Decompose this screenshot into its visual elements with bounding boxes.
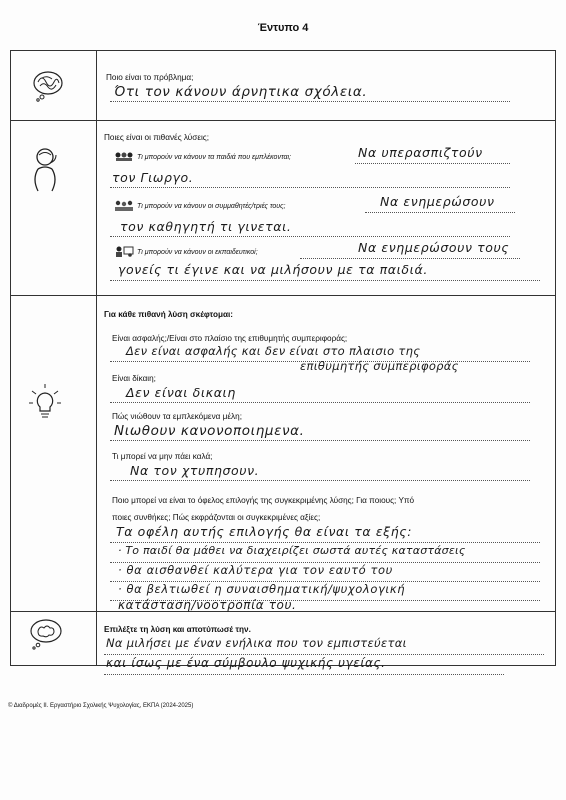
safety-question: Είναι ασφαλής;/Είναι στο πλαίσιο της επιθυμητής συμπεριφοράς;	[112, 334, 348, 343]
thinking-person-icon	[30, 145, 62, 197]
peers-prompt: Τι μπορούν να κάνουν οι συμμαθητές/τριές τους;	[137, 203, 286, 210]
answer-line	[365, 212, 515, 213]
children-answer-2[interactable]: τον Γιωργο.	[112, 170, 194, 185]
wrong-answer[interactable]: Να τον χτυπησουν.	[130, 463, 260, 478]
answer-line	[300, 258, 520, 259]
benefit-question-1: Ποιο μπορεί να είναι το όφελος επιλογής της συγκεκριμένης λύσης; Για ποιους; Υπό	[112, 496, 415, 505]
peers-answer-2[interactable]: τον καθηγητή τι γινεται.	[120, 219, 292, 234]
solutions-question: Ποιες είναι οι πιθανές λύσεις;	[104, 133, 210, 142]
answer-line	[110, 236, 510, 237]
choice-answer-2[interactable]: και ίσως με ένα σύμβουλο ψυχικής υγείας.	[106, 656, 386, 670]
teacher-icon	[114, 246, 134, 258]
divider-1	[10, 120, 556, 121]
safety-answer-2[interactable]: επιθυμητής συμπεριφοράς	[300, 359, 459, 373]
evaluation-heading: Για κάθε πιθανή λύση σκέφτομαι:	[104, 310, 234, 319]
answer-line	[355, 163, 510, 164]
benefit-answer-1[interactable]: Τα οφέλη αυτής επιλογής θα είναι τα εξής:	[116, 524, 413, 539]
peers-icon	[114, 200, 134, 212]
lightbulb-icon	[28, 383, 62, 423]
benefit-answer-5[interactable]: κατάσταση/νοοτροπία του.	[118, 598, 297, 612]
fair-question: Είναι δίκαιη;	[112, 374, 156, 383]
answer-line	[110, 480, 530, 481]
answer-line	[104, 654, 544, 655]
problem-answer[interactable]: Ότι τον κάνουν άρνητικα σχόλεια.	[114, 84, 368, 100]
answer-line	[104, 674, 504, 675]
choice-prompt: Επιλέξτε τη λύση και αποτύπωσέ την.	[104, 625, 251, 634]
kids-icon	[114, 152, 134, 162]
answer-line	[110, 187, 510, 188]
teachers-prompt: Τι μπορούν να κάνουν οι εκπαιδευτικοί;	[137, 249, 258, 256]
feel-answer[interactable]: Νιωθουν κανονοποιημενα.	[114, 423, 305, 439]
benefit-answer-3[interactable]: · θα αισθανθεί καλύτερα για τον εαυτό του	[118, 563, 393, 577]
form-title: Έντυπο 4	[257, 22, 309, 34]
answer-line	[110, 101, 510, 102]
answer-line	[110, 402, 530, 403]
benefit-question-2: ποιες συνθήκες; Πώς εκφράζονται οι συγκεκριμένες αξίες;	[112, 513, 321, 522]
divider-2	[10, 295, 556, 296]
teachers-answer-1[interactable]: Να ενημερώσουν τους	[358, 240, 510, 255]
brain-bubble-icon	[26, 616, 66, 650]
answer-line	[110, 440, 530, 441]
column-divider	[96, 50, 97, 665]
peers-answer-1[interactable]: Να ενημερώσουν	[380, 194, 495, 209]
scribble-thought-icon	[28, 68, 68, 102]
fair-answer[interactable]: Δεν είναι δικαιη	[126, 385, 236, 400]
wrong-question: Τι μπορεί να μην πάει καλά;	[112, 452, 213, 461]
teachers-answer-2[interactable]: γονείς τι έγινε και να μιλήσουν με τα παιδιά.	[118, 262, 428, 277]
answer-line	[110, 542, 540, 543]
children-prompt: Τι μπορούν να κάνουν τα παιδιά που εμπλέκονται;	[137, 154, 291, 161]
children-answer-1[interactable]: Να υπερασπιζτούν	[358, 145, 483, 160]
feel-question: Πώς νιώθουν τα εμπλεκόμενα μέλη;	[112, 412, 242, 421]
safety-answer-1[interactable]: Δεν είναι ασφαλής και δεν είναι στο πλαισιο της	[126, 344, 421, 358]
choice-answer-1[interactable]: Να μιλήσει με έναν ενήλικα που τον εμπιστεύεται	[106, 636, 407, 650]
benefit-answer-4[interactable]: · θα βελτιωθεί η συναισθηματική/ψυχολογική	[118, 582, 406, 596]
answer-line	[110, 280, 540, 281]
benefit-answer-2[interactable]: · Το παιδί θα μάθει να διαχειρίζει σωστά αυτές καταστάσεις	[118, 544, 466, 557]
footer-copyright: © Διαδρομές ΙΙ. Εργαστήριο Σχολικής Ψυχολογίας, ΕΚΠΑ (2024-2025)	[8, 703, 194, 709]
problem-question: Ποιο είναι το πρόβλημα;	[106, 73, 194, 82]
